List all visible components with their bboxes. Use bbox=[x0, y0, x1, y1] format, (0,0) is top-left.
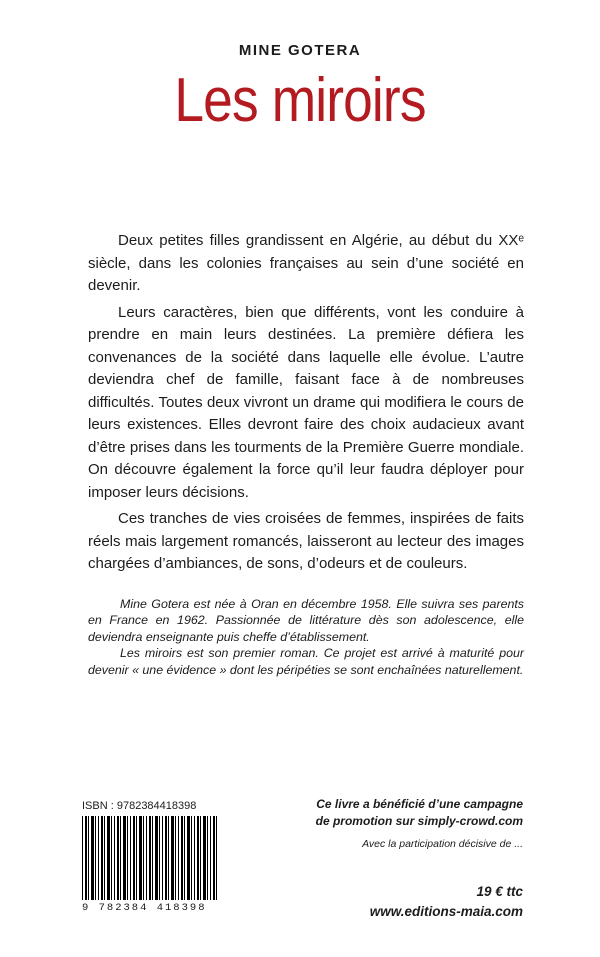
author-bio bbox=[88, 596, 524, 678]
isbn-block bbox=[82, 800, 218, 914]
synopsis-paragraph: Ces tranches de vies croisées de femmes, inspirées de faits réels mais largement romancés, laisseront au lecteur des images chargées d’ambiances, de sons, d’odeurs et de couleurs. bbox=[88, 510, 524, 572]
participation-line: Avec la participation décisive de ... bbox=[362, 838, 523, 850]
publisher-website: www.editions-maia.com bbox=[369, 904, 523, 919]
author-name: MINE GOTERA bbox=[238, 42, 362, 59]
bio-paragraph: Les miroirs est son premier roman. Ce projet est arrivé à maturité pour devenir « une évidence » dont les péripéties se sont enchaînées naturellement. bbox=[88, 646, 524, 677]
synopsis-paragraph: Leurs caractères, bien que différents, vont les conduire à prendre en main leurs destinées. La première défiera les convenances de la société dans laquelle elle évolue. L’autre deviendra chef de famille, faisant face à de nombreuses difficultés. Toutes deux vivront un drame qui modifiera le cours de leurs existences. Elles devront faire des choix audacieux avant d’être prises dans les tourments de la Première Guerre mondiale. On découvre également la force qu’il leur faudra déployer pour imposer leurs décisions. bbox=[88, 303, 524, 501]
synopsis-paragraph: Deux petites filles grandissent en Algérie, au début du XXᵉ siècle, dans les colonies françaises au sein d’une société en devenir. bbox=[88, 232, 524, 294]
promo-line: de promotion sur simply-crowd.com bbox=[315, 814, 523, 828]
promotion-note bbox=[273, 796, 523, 850]
synopsis bbox=[88, 230, 524, 580]
barcode bbox=[82, 816, 218, 900]
promo-line: Ce livre a bénéficié d’une campagne bbox=[316, 797, 523, 811]
bio-paragraph: Mine Gotera est née à Oran en décembre 1958. Elle suivra ses parents en France en 1962. Passionnée de littérature dès son adolescence, elle deviendra enseignante puis cheffe d’établissement. bbox=[88, 597, 524, 644]
price-block bbox=[370, 882, 523, 922]
book-title: Les miroirs bbox=[174, 66, 426, 135]
price: 19 € ttc bbox=[476, 884, 523, 899]
isbn-label: ISBN : 9782384418398 bbox=[82, 800, 197, 812]
barcode-digits: 9 782384 418398 bbox=[82, 902, 207, 914]
